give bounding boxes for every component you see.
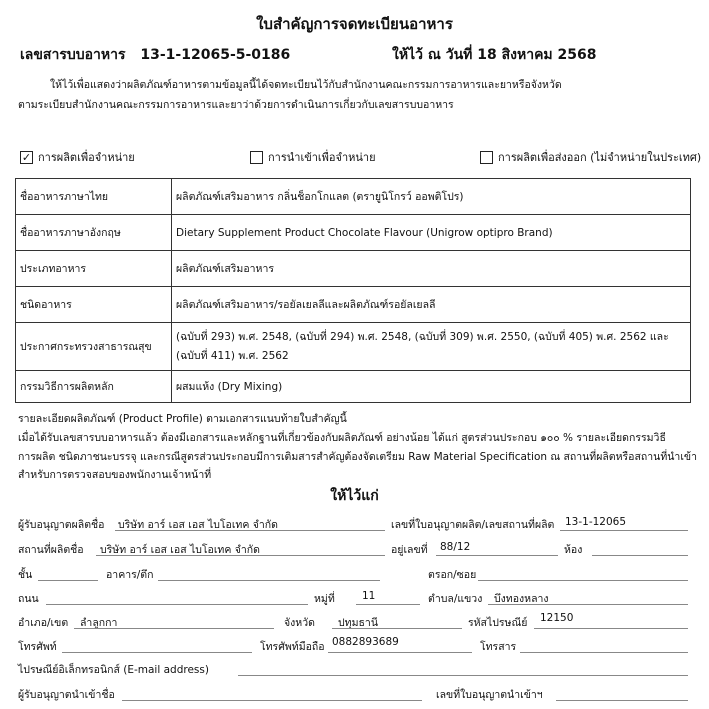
document-title: ใบสำคัญการจดทะเบียนอาหาร (256, 15, 453, 33)
district-label: อำเภอ/เขต (18, 617, 69, 629)
importer-label: ผู้รับอนุญาตนำเข้าชื่อ (18, 689, 115, 701)
floor-label: ชั้น (18, 569, 33, 581)
email-label: ไปรษณีย์อิเล็กทรอนิกส์ (E-mail address) (18, 664, 209, 676)
underline (62, 640, 252, 653)
checkbox-empty-icon (250, 151, 263, 164)
building-label: อาคาร/ตึก (106, 569, 154, 581)
table-row: ประกาศกระทรวงสาธารณสุข (ฉบับที่ 293) พ.ศ. 2548, (ฉบับที่ 294) พ.ศ. 2548, (ฉบับที่ 309) พ.ศ. 2550, (ฉบับที่ 405) พ.ศ. 2562 และ (ฉบับที่ 411) พ.ศ. 2562 (16, 323, 691, 371)
underline (122, 688, 422, 701)
subdistrict-value: บึงทองหลาง (494, 593, 549, 605)
table-row: ชนิดอาหาร ผลิตภัณฑ์เสริมอาหาร/รอยัลเยลลีและผลิตภัณฑ์รอยัลเยลลี (16, 287, 691, 323)
address-value: 88/12 (440, 541, 471, 553)
underline (436, 543, 558, 556)
licensee-label: ผู้รับอนุญาตผลิตชื่อ (18, 519, 105, 531)
table-row: ประเภทอาหาร ผลิตภัณฑ์เสริมอาหาร (16, 251, 691, 287)
subdistrict-label: ตำบล/แขวง (428, 593, 483, 605)
table-row: ชื่ออาหารภาษาไทย ผลิตภัณฑ์เสริมอาหาร กลิ่นช็อกโกแลต (ตรายูนิโกรว์ ออพติโปร) (16, 179, 691, 215)
note-line-2: เมื่อได้รับเลขสารบบอาหารแล้ว ต้องมีเอกสารและหลักฐานที่เกี่ยวข้องกับผลิตภัณฑ์ อย่างน้อย ได้แก่ สูตรส่วนประกอบ ๑๐๐ % รายละเอียดกรรมวิธี (18, 432, 666, 444)
underline (488, 592, 688, 605)
intro-line-1: ให้ไว้เพื่อแสดงว่าผลิตภัณฑ์อาหารตามข้อมูลนี้ได้จดทะเบียนไว้กับสำนักงานคณะกรรมการอาหารและยาหรือจังหวัด (50, 79, 562, 91)
underline (592, 543, 688, 556)
phone-label: โทรศัพท์ (18, 641, 57, 653)
product-info-table (15, 178, 691, 403)
underline (238, 663, 688, 676)
province-label: จังหวัด (284, 617, 315, 629)
underline (478, 568, 688, 581)
registration-label: เลขสารบบอาหาร (20, 47, 126, 63)
underline (556, 688, 688, 701)
moo-label: หมู่ที่ (314, 593, 335, 605)
underline (520, 640, 688, 653)
underline (560, 518, 688, 531)
underline (534, 616, 688, 629)
mobile-value: 0882893689 (332, 636, 399, 648)
district-value: ลำลูกกา (80, 617, 118, 629)
place-value: บริษัท อาร์ เอส เอส ไบโอเทค จำกัด (100, 544, 260, 556)
underline (74, 616, 274, 629)
address-label: อยู่เลขที่ (391, 544, 428, 556)
issued-date: ให้ไว้ ณ วันที่ 18 สิงหาคม 2568 (392, 47, 597, 63)
road-label: ถนน (18, 593, 39, 605)
section-title: ให้ไว้แก่ (330, 488, 379, 504)
licensee-value: บริษัท อาร์ เอส เอส ไบโอเทค จำกัด (118, 519, 278, 531)
underline (158, 568, 380, 581)
underline (356, 592, 420, 605)
checkbox-checked-icon: ✓ (21, 150, 32, 164)
fax-label: โทรสาร (480, 641, 517, 653)
alley-label: ตรอก/ซอย (428, 569, 477, 581)
license-number-label: เลขที่ใบอนุญาตผลิต/เลขสถานที่ผลิต (391, 519, 555, 531)
place-label: สถานที่ผลิตชื่อ (18, 544, 84, 556)
underline (46, 592, 308, 605)
checkbox-empty-icon (480, 151, 493, 164)
moo-value: 11 (362, 590, 376, 602)
table-row: กรรมวิธีการผลิตหลัก ผสมแห้ง (Dry Mixing) (16, 371, 691, 403)
purpose-checkbox-export[interactable]: การผลิตเพื่อส่งออก (ไม่จำหน่ายในประเทศ) (480, 148, 701, 166)
intro-line-2: ตามระเบียบสำนักงานคณะกรรมการอาหารและยาว่าด้วยการดำเนินการเกี่ยวกับเลขสารบบอาหาร (18, 99, 454, 111)
note-line-1: รายละเอียดผลิตภัณฑ์ (Product Profile) ตามเอกสารแนบท้ายใบสำคัญนี้ (18, 413, 347, 425)
postcode-label: รหัสไปรษณีย์ (468, 617, 528, 629)
purpose-checkbox-import[interactable]: การนำเข้าเพื่อจำหน่าย (250, 148, 376, 166)
underline (332, 616, 462, 629)
underline (96, 543, 385, 556)
underline (38, 568, 98, 581)
registration-number (20, 44, 290, 66)
underline (115, 518, 385, 531)
registration-value: 13-1-12065-5-0186 (140, 47, 291, 63)
note-line-3: การผลิต ชนิดภาชนะบรรจุ และกรณีสูตรส่วนประกอบมีการเติมสารสำคัญต้องจัดเตรียม Raw Material Specification ณ สถานที่ผลิตหรือสถานที่นำเข้า (18, 451, 697, 463)
postcode-value: 12150 (540, 612, 574, 624)
license-number-value: 13-1-12065 (565, 516, 627, 528)
table-row: ชื่ออาหารภาษาอังกฤษ Dietary Supplement Product Chocolate Flavour (Unigrow optipro Brand) (16, 215, 691, 251)
import-license-label: เลขที่ใบอนุญาตนำเข้าฯ (436, 689, 543, 701)
purpose-checkbox-manufacture[interactable]: ✓ การผลิตเพื่อจำหน่าย (21, 150, 135, 164)
note-line-4: สำหรับการตรวจสอบของพนักงานเจ้าหน้าที่ (18, 469, 212, 481)
room-label: ห้อง (564, 544, 583, 556)
mobile-label: โทรศัพท์มือถือ (260, 641, 325, 653)
underline (328, 640, 472, 653)
province-value: ปทุมธานี (338, 617, 378, 629)
